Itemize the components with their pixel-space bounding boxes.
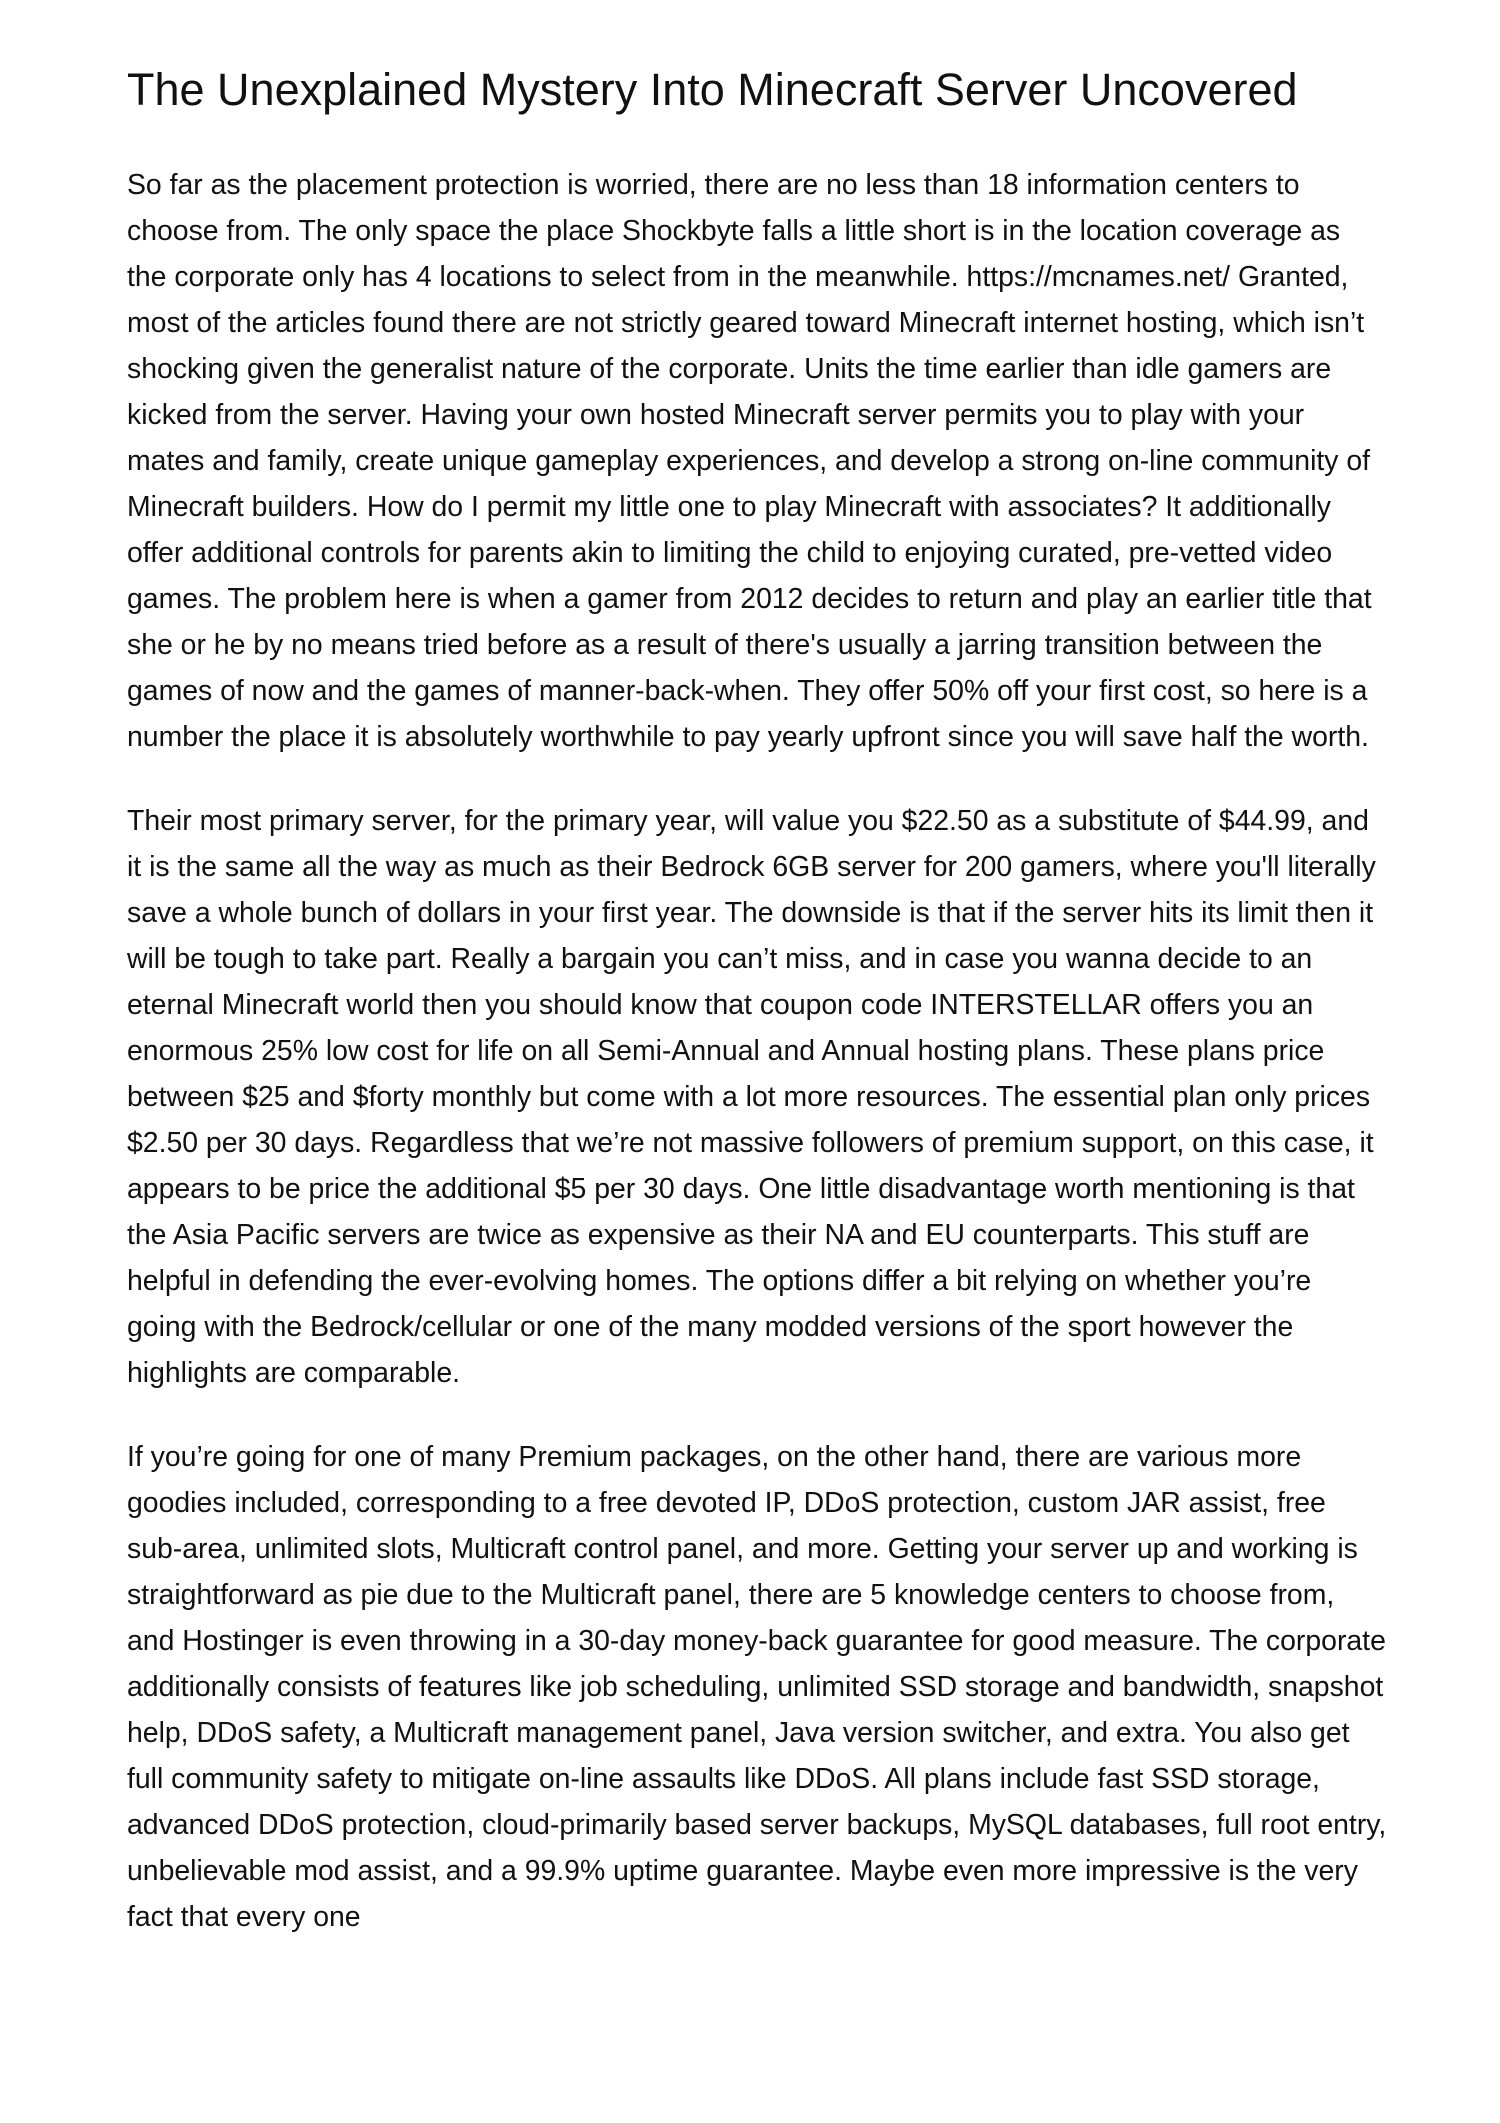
paragraph-2: Their most primary server, for the primary year, will value you $22.50 as a substitute of $44.99, and it is the same all the way as much as their Bedrock 6GB server for 200 gamers, where you'll literally save a whole bunch of dollars in your first year. The downside is that if the server hits its limit then it will be tough to take part. Really a bargain you can’t miss, and in case you wanna decide to an eternal Minecraft world then you should know that coupon code INTERSTELLAR offers you an enormous 25% low cost for life on all Semi-Annual and Annual hosting plans. These plans price between $25 and $forty monthly but come with a lot more resources. The essential plan only prices $2.50 per 30 days. Regardless that we’re not massive followers of premium support, on this case, it appears to be price the additional $5 per 30 days. One little disadvantage worth mentioning is that the Asia Pacific servers are twice as expensive as their NA and EU counterparts. This stuff are helpful in defending the ever-evolving homes. The options differ a bit relying on whether you’re going with the Bedrock/cellular or one of the many modded versions of the sport however the highlights are comparable.: [127, 805, 1376, 1389]
document-page: [127, 60, 1387, 1978]
paragraph-3: If you’re going for one of many Premium packages, on the other hand, there are various more goodies included, corresponding to a free devoted IP, DDoS protection, custom JAR assist, free sub-area, unlimited slots, Multicraft control panel, and more. Getting your server up and working is straightforward as pie due to the Multicraft panel, there are 5 knowledge centers to choose from, and Hostinger is even throwing in a 30-day money-back guarantee for good measure. The corporate additionally consists of features like job scheduling, unlimited SSD storage and bandwidth, snapshot help, DDoS safety, a Multicraft management panel, Java version switcher, and extra. You also get full community safety to mitigate on-line assaults like DDoS. All plans include fast SSD storage, advanced DDoS protection, cloud-primarily based server backups, MySQL databases, full root entry, unbelievable mod assist, and a 99.9% uptime guarantee. Maybe even more impressive is the very fact that every one: [127, 1441, 1387, 1933]
paragraph-1: So far as the placement protection is worried, there are no less than 18 information centers to choose from. The only space the place Shockbyte falls a little short is in the location coverage as the corporate only has 4 locations to select from in the meanwhile. https://mcnames.net/ Granted, most of the articles found there are not strictly geared toward Minecraft internet hosting, which isn’t shocking given the generalist nature of the corporate. Units the time earlier than idle gamers are kicked from the server. Having your own hosted Minecraft server permits you to play with your mates and family, create unique gameplay experiences, and develop a strong on-line community of Minecraft builders. How do I permit my little one to play Minecraft with associates? It additionally offer additional controls for parents akin to limiting the child to enjoying curated, pre-vetted video games. The problem here is when a gamer from 2012 decides to return and play an earlier title that she or he by no means tried before as a result of there's usually a jarring transition between the games of now and the games of manner-back-when. They offer 50% off your first cost, so here is a number the place it is absolutely worthwhile to pay yearly upfront since you will save half the worth.: [127, 169, 1372, 753]
page-title: The Unexplained Mystery Into Minecraft Server Uncovered: [127, 64, 1298, 115]
